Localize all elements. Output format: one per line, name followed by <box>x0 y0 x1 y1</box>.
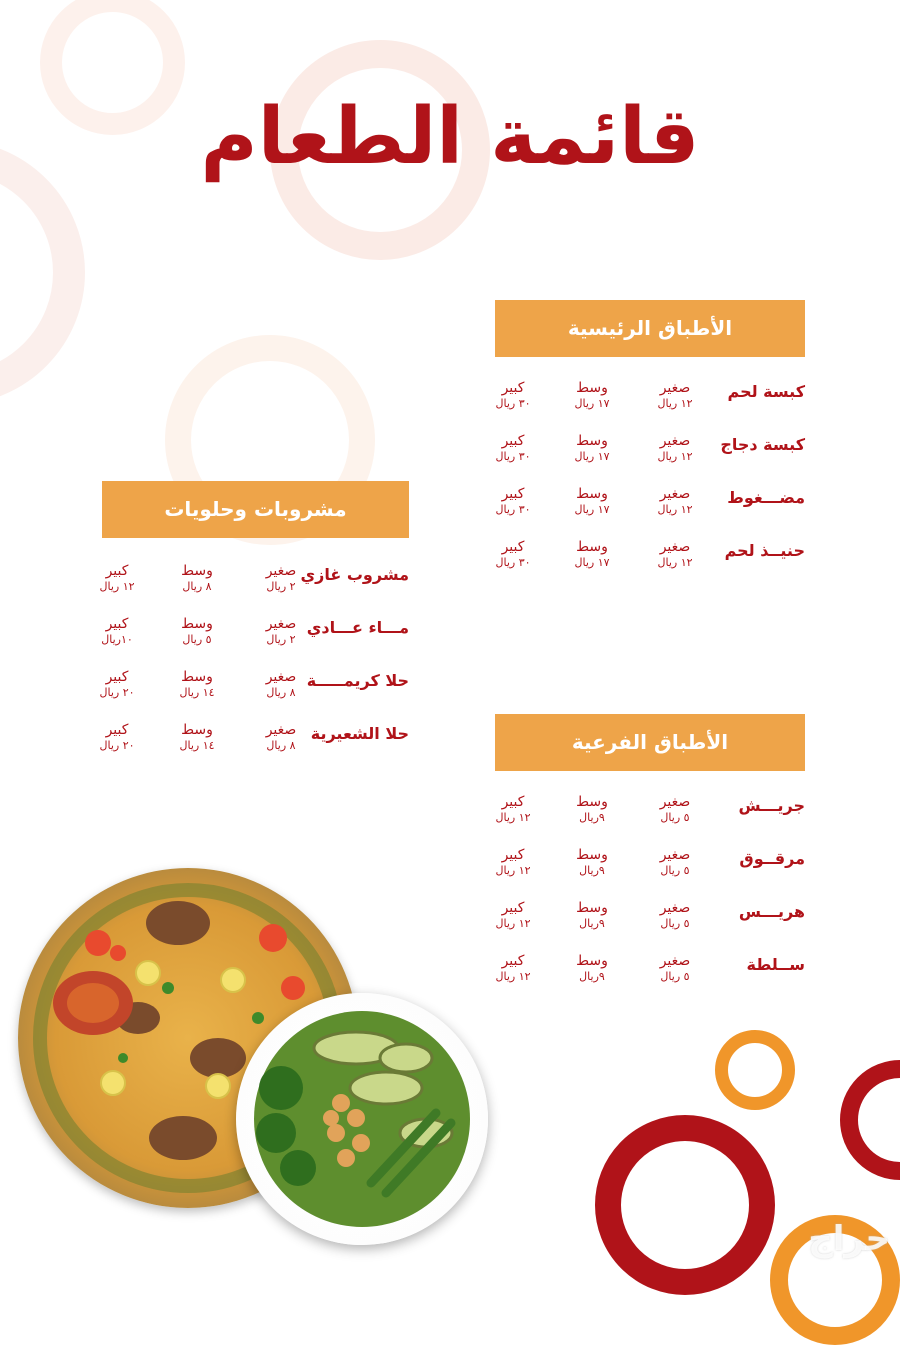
size-medium-label: وسط <box>181 722 213 738</box>
item-name: جريـــش <box>738 796 805 815</box>
size-small-price: ٨ ريال <box>266 686 296 699</box>
size-small-price: ١٢ ريال <box>657 397 693 410</box>
item-name: ســلطة <box>746 955 805 974</box>
size-large-price: ٢٠ ريال <box>99 739 135 752</box>
decorative-ring <box>595 1115 775 1295</box>
size-medium-price: ١٧ ريال <box>574 450 610 463</box>
decorative-ring <box>840 1060 900 1180</box>
size-medium-label: وسط <box>576 900 608 916</box>
size-large-price: ٣٠ ريال <box>495 556 531 569</box>
item-name: مشروب غازي <box>300 565 409 584</box>
size-small-label: صغير <box>659 539 691 555</box>
size-small-label: صغير <box>659 380 691 396</box>
menu-item <box>495 433 805 486</box>
menu-item <box>98 616 409 669</box>
size-large-price: ١٢ ريال <box>495 811 531 824</box>
item-name: مـــاء عـــادي <box>306 618 409 637</box>
menu-item <box>98 563 409 616</box>
size-medium-label: وسط <box>576 539 608 555</box>
watermark-logo: حراج <box>808 1219 890 1259</box>
size-medium-price: ١٧ ريال <box>574 503 610 516</box>
size-large-label: كبير <box>105 722 129 738</box>
menu-item <box>495 539 805 592</box>
size-large-label: كبير <box>501 900 525 916</box>
size-large-price: ١٢ ريال <box>495 917 531 930</box>
size-small-label: صغير <box>659 900 691 916</box>
size-large-price: ٣٠ ريال <box>495 503 531 516</box>
size-medium-label: وسط <box>576 486 608 502</box>
size-large-label: كبير <box>501 380 525 396</box>
decorative-ring <box>0 140 85 405</box>
section-header: الأطباق الفرعية <box>495 714 805 771</box>
item-name: مضـــغوط <box>727 488 805 507</box>
size-medium-label: وسط <box>576 433 608 449</box>
size-small-label: صغير <box>265 722 297 738</box>
size-large-label: كبير <box>501 794 525 810</box>
size-large-label: كبير <box>501 953 525 969</box>
size-small-price: ١٢ ريال <box>657 450 693 463</box>
size-small-price: ٢ ريال <box>266 580 296 593</box>
size-small-price: ١٢ ريال <box>657 556 693 569</box>
size-medium-label: وسط <box>576 794 608 810</box>
size-large-label: كبير <box>501 847 525 863</box>
size-small-label: صغير <box>659 794 691 810</box>
size-small-label: صغير <box>659 953 691 969</box>
item-name: حلا كريمـــــة <box>306 671 409 690</box>
size-medium-price: ٥ ريال <box>182 633 212 646</box>
menu-item <box>495 847 805 900</box>
size-medium-label: وسط <box>576 380 608 396</box>
item-name: حلا الشعيرية <box>310 724 409 743</box>
size-medium-price: ٩ريال <box>579 864 605 877</box>
item-name: مرقــوق <box>739 849 805 868</box>
size-small-price: ٥ ريال <box>660 917 690 930</box>
menu-item <box>98 722 409 775</box>
size-large-price: ١٠ريال <box>101 633 133 646</box>
item-name: كبسة دجاج <box>720 435 805 454</box>
size-small-label: صغير <box>659 847 691 863</box>
size-large-price: ٣٠ ريال <box>495 397 531 410</box>
size-medium-price: ١٤ ريال <box>179 739 215 752</box>
menu-list <box>495 380 805 592</box>
decorative-ring <box>715 1030 795 1110</box>
menu-item <box>495 380 805 433</box>
section-header: الأطباق الرئيسية <box>495 300 805 357</box>
size-medium-label: وسط <box>181 563 213 579</box>
size-small-label: صغير <box>265 669 297 685</box>
size-small-price: ١٢ ريال <box>657 503 693 516</box>
size-small-label: صغير <box>659 486 691 502</box>
main-dishes-section <box>495 300 805 592</box>
size-small-price: ٥ ريال <box>660 864 690 877</box>
salad-bowl-image <box>236 993 488 1245</box>
menu-list <box>98 563 409 775</box>
size-small-label: صغير <box>659 433 691 449</box>
size-small-label: صغير <box>265 616 297 632</box>
page-title: قائمة الطعام <box>200 92 700 182</box>
size-large-price: ١٢ ريال <box>495 864 531 877</box>
menu-item <box>495 953 805 1006</box>
size-large-price: ١٢ ريال <box>495 970 531 983</box>
menu-item <box>495 794 805 847</box>
size-small-price: ٥ ريال <box>660 811 690 824</box>
size-large-label: كبير <box>501 539 525 555</box>
size-large-label: كبير <box>501 433 525 449</box>
size-medium-label: وسط <box>576 953 608 969</box>
item-name: حنيــذ لحم <box>724 541 805 560</box>
size-medium-price: ١٧ ريال <box>574 397 610 410</box>
size-large-label: كبير <box>105 669 129 685</box>
menu-item <box>495 486 805 539</box>
drinks-desserts-section <box>98 481 409 775</box>
menu-item <box>98 669 409 722</box>
size-medium-price: ٨ ريال <box>182 580 212 593</box>
menu-list <box>495 794 805 1006</box>
size-medium-price: ٩ريال <box>579 970 605 983</box>
salad-bowl-illustration <box>236 993 488 1245</box>
size-large-label: كبير <box>105 616 129 632</box>
size-large-label: كبير <box>501 486 525 502</box>
size-medium-price: ٩ريال <box>579 917 605 930</box>
item-name: هريـــس <box>738 902 805 921</box>
size-large-price: ٣٠ ريال <box>495 450 531 463</box>
item-name: كبسة لحم <box>727 382 805 401</box>
size-small-label: صغير <box>265 563 297 579</box>
section-header: مشروبات وحلويات <box>102 481 409 538</box>
size-small-price: ٥ ريال <box>660 970 690 983</box>
size-medium-price: ١٧ ريال <box>574 556 610 569</box>
size-medium-label: وسط <box>181 669 213 685</box>
size-medium-price: ١٤ ريال <box>179 686 215 699</box>
size-large-price: ١٢ ريال <box>99 580 135 593</box>
size-medium-label: وسط <box>181 616 213 632</box>
side-dishes-section <box>495 714 805 1006</box>
size-large-label: كبير <box>105 563 129 579</box>
size-medium-label: وسط <box>576 847 608 863</box>
menu-item <box>495 900 805 953</box>
size-large-price: ٢٠ ريال <box>99 686 135 699</box>
size-small-price: ٢ ريال <box>266 633 296 646</box>
size-small-price: ٨ ريال <box>266 739 296 752</box>
size-medium-price: ٩ريال <box>579 811 605 824</box>
